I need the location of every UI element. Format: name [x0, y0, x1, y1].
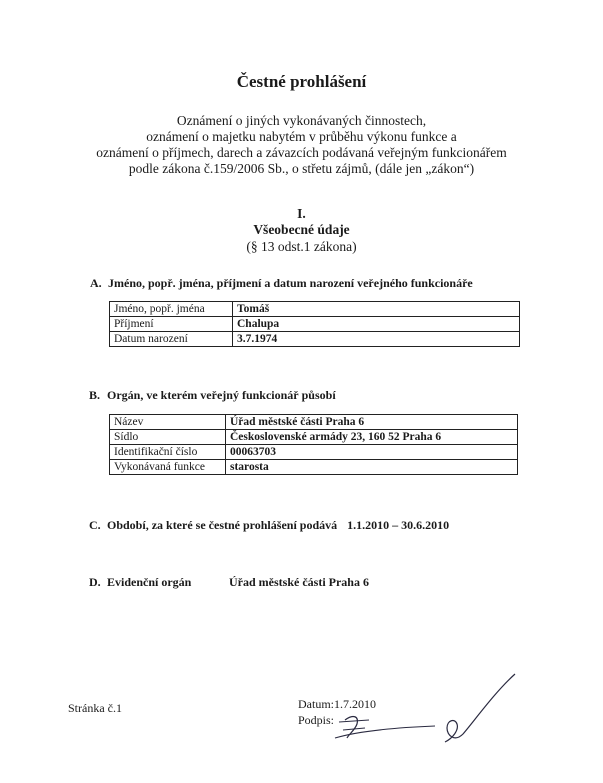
registry-organ-value: Úřad městské části Praha 6 [229, 575, 369, 589]
intro-line: podle zákona č.159/2006 Sb., o střetu zájmů, (dále jen „zákon“) [128, 161, 475, 176]
document-title: Čestné prohlášení [236, 72, 367, 91]
part-d-letter: D. [89, 575, 101, 589]
intro-line: Oznámení o jiných vykonávaných činnostech, [176, 113, 427, 128]
row-label: Sídlo [110, 430, 226, 445]
part-c-heading [89, 518, 449, 533]
part-d-title: Evidenční orgán [107, 575, 192, 589]
table-row [110, 430, 518, 445]
row-value: starosta [226, 460, 518, 475]
part-a-title: Jméno, popř. jména, příjmení a datum narození veřejného funkcionáře [108, 276, 473, 290]
personal-data-table [109, 301, 520, 347]
organ-table [109, 414, 518, 475]
table-row [110, 460, 518, 475]
intro-line: oznámení o majetku nabytém v průběhu výkonu funkce a [146, 129, 457, 144]
row-label: Název [110, 415, 226, 430]
table-row [110, 302, 520, 317]
table-row [110, 317, 520, 332]
section-reference: (§ 13 odst.1 zákona) [246, 239, 357, 254]
row-value: 3.7.1974 [233, 332, 520, 347]
row-value: Tomáš [233, 302, 520, 317]
part-b-heading [89, 388, 336, 403]
part-c-letter: C. [89, 518, 101, 532]
signature-date: Datum:1.7.2010 [298, 697, 376, 711]
part-d-heading [89, 575, 369, 590]
part-b-letter: B. [89, 388, 101, 402]
row-value: Úřad městské části Praha 6 [226, 415, 518, 430]
row-value: Chalupa [233, 317, 520, 332]
row-label: Vykonávaná funkce [110, 460, 226, 475]
part-a-heading [90, 276, 473, 291]
intro-text [0, 113, 603, 177]
table-row [110, 415, 518, 430]
part-b-title: Orgán, ve kterém veřejný funkcionář působí [107, 388, 336, 402]
table-row [110, 445, 518, 460]
row-label: Příjmení [110, 317, 233, 332]
page-number: Stránka č.1 [68, 701, 122, 715]
row-label: Jméno, popř. jména [110, 302, 233, 317]
row-value: Československé armády 23, 160 52 Praha 6 [226, 430, 518, 445]
handwritten-signature [325, 668, 525, 748]
row-label: Datum narození [110, 332, 233, 347]
signature-label: Podpis: [298, 713, 335, 727]
intro-line: oznámení o příjmech, darech a závazcích podávaná veřejným funkcionářem [96, 145, 507, 160]
row-label: Identifikační číslo [110, 445, 226, 460]
period-value: 1.1.2010 – 30.6.2010 [347, 518, 450, 532]
table-row [110, 332, 520, 347]
row-value: 00063703 [226, 445, 518, 460]
part-c-title: Období, za které se čestné prohlášení podává [107, 518, 338, 532]
part-a-letter: A. [90, 276, 102, 290]
section-name: Všeobecné údaje [253, 222, 350, 237]
section-number: I. [297, 206, 306, 221]
